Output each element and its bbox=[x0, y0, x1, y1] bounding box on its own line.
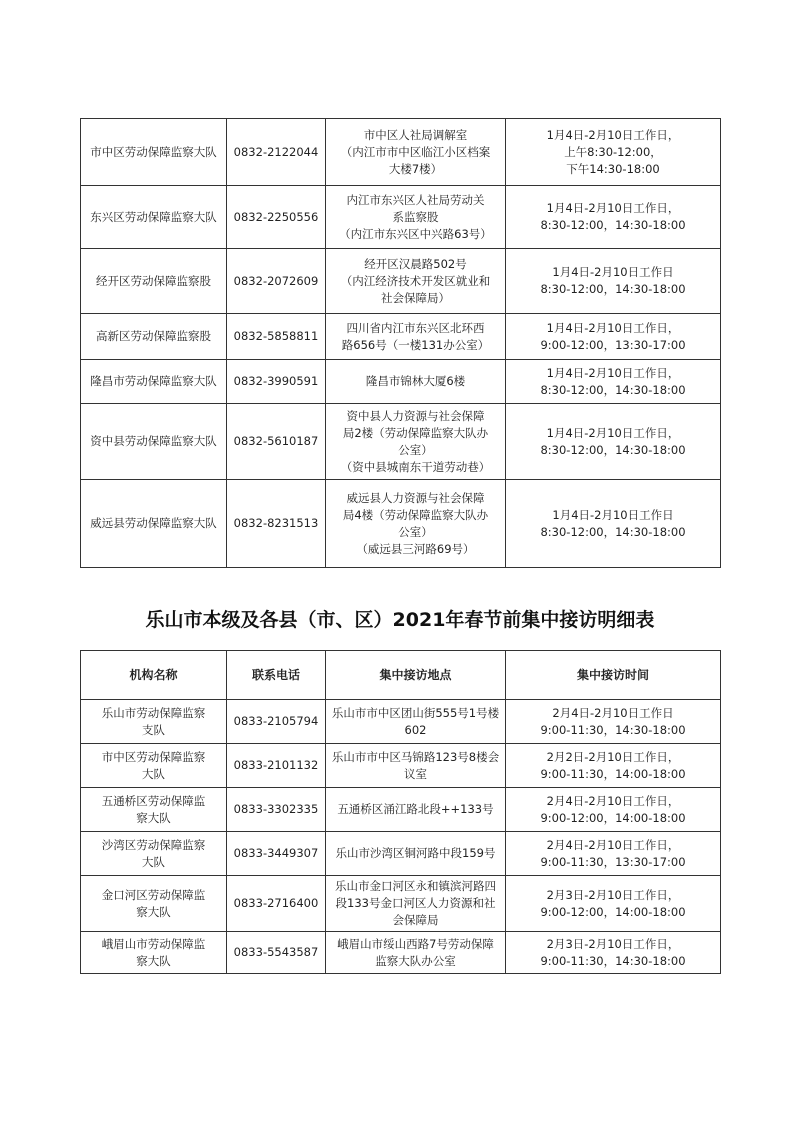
visit-address bbox=[326, 360, 506, 404]
visit-address-line: 四川省内江市东兴区北环西 bbox=[346, 320, 485, 335]
visit-time-line: 1月4日-2月10日工作日 bbox=[552, 507, 674, 522]
table-row bbox=[81, 876, 721, 932]
visit-address-line: 经开区汉晨路502号 bbox=[364, 256, 467, 271]
visit-time-line: 9:00-11:30，13:30-17:00 bbox=[540, 854, 686, 869]
visit-address-line: 602 bbox=[404, 722, 427, 737]
table-row bbox=[81, 314, 721, 360]
visit-address-line: （内江经济技术开发区就业和 bbox=[340, 273, 491, 288]
visit-time-line: 9:00-11:30，14:00-18:00 bbox=[540, 766, 686, 781]
visit-address-line: 公室） bbox=[398, 524, 433, 539]
org-name bbox=[81, 832, 227, 876]
visit-address-line: 隆昌市锦林大厦6楼 bbox=[365, 374, 466, 388]
org-name: 威远县劳动保障监察大队 bbox=[81, 480, 227, 568]
visit-time-line: 8:30-12:00，14:30-18:00 bbox=[540, 382, 686, 397]
phone-number: 0832-2072609 bbox=[227, 249, 326, 314]
org-name-line: 金口河区劳动保障监 bbox=[101, 887, 206, 902]
visit-address-line: 乐山市金口河区永和镇滨河路四 bbox=[335, 879, 496, 893]
visit-address-line: 社会保障局） bbox=[381, 290, 450, 305]
visit-address bbox=[326, 788, 506, 832]
org-name-line: 支队 bbox=[142, 722, 165, 737]
visit-time bbox=[506, 876, 721, 932]
org-name-line: 五通桥区劳动保障监 bbox=[101, 793, 206, 808]
org-name bbox=[81, 788, 227, 832]
visit-address-line: （威远县三河路69号） bbox=[356, 541, 475, 556]
table-row bbox=[81, 249, 721, 314]
table-row bbox=[81, 186, 721, 249]
table-header-row bbox=[81, 651, 721, 700]
visit-address bbox=[326, 186, 506, 249]
org-name bbox=[81, 700, 227, 744]
org-name-line: 大队 bbox=[142, 766, 165, 781]
visit-time-line: 2月4日-2月10日工作日 bbox=[552, 705, 674, 720]
phone-number: 0833-5543587 bbox=[227, 932, 326, 974]
visit-time bbox=[506, 832, 721, 876]
visit-time-line: 下午14:30-18:00 bbox=[566, 161, 660, 176]
table-row bbox=[81, 700, 721, 744]
org-name: 隆昌市劳动保障监察大队 bbox=[81, 360, 227, 404]
visit-address-line: 路656号（一楼131办公室） bbox=[341, 337, 490, 352]
visit-time bbox=[506, 404, 721, 480]
phone-number: 0832-2122044 bbox=[227, 119, 326, 186]
org-name bbox=[81, 932, 227, 974]
visit-time bbox=[506, 360, 721, 404]
org-name-line: 峨眉山市劳动保障监 bbox=[101, 936, 206, 951]
visit-time-line: 1月4日-2月10日工作日， bbox=[546, 320, 680, 335]
visit-address-line: 公室） bbox=[398, 442, 433, 457]
org-name bbox=[81, 744, 227, 788]
table-row bbox=[81, 932, 721, 974]
visit-address-line: 会保障局 bbox=[392, 913, 439, 927]
org-name bbox=[81, 876, 227, 932]
phone-number: 0832-3990591 bbox=[227, 360, 326, 404]
visit-time-line: 1月4日-2月10日工作日， bbox=[546, 127, 680, 142]
header-address: 集中接访地点 bbox=[326, 651, 506, 700]
org-name-line: 察大队 bbox=[136, 953, 171, 968]
visit-address-line: 大楼7楼） bbox=[388, 161, 443, 176]
phone-number: 0832-2250556 bbox=[227, 186, 326, 249]
visit-time-line: 2月3日-2月10日工作日， bbox=[546, 936, 680, 951]
visit-time-line: 8:30-12:00，14:30-18:00 bbox=[540, 218, 686, 232]
visit-address-line: （内江市市中区临江小区档案 bbox=[340, 144, 491, 159]
visit-address bbox=[326, 480, 506, 568]
phone-number: 0832-5610187 bbox=[227, 404, 326, 480]
phone-number: 0833-2716400 bbox=[227, 876, 326, 932]
header-org: 机构名称 bbox=[81, 651, 227, 700]
visit-address bbox=[326, 744, 506, 788]
table-row bbox=[81, 119, 721, 186]
visit-time-line: 2月4日-2月10日工作日， bbox=[546, 793, 680, 808]
visit-time-line: 9:00-12:00，13:30-17:00 bbox=[540, 337, 686, 352]
visit-address-line: 段133号金口河区人力资源和社 bbox=[335, 896, 496, 910]
table-row bbox=[81, 788, 721, 832]
visit-address-line: 资中县人力资源与社会保障 bbox=[346, 408, 485, 423]
org-name: 高新区劳动保障监察股 bbox=[81, 314, 227, 360]
org-name: 市中区劳动保障监察大队 bbox=[81, 119, 227, 186]
visit-time bbox=[506, 186, 721, 249]
phone-number: 0832-8231513 bbox=[227, 480, 326, 568]
org-name-line: 市中区劳动保障监察 bbox=[101, 749, 206, 764]
phone-number: 0833-2105794 bbox=[227, 700, 326, 744]
org-name: 经开区劳动保障监察股 bbox=[81, 249, 227, 314]
section-title: 乐山市本级及各县（市、区）2021年春节前集中接访明细表 bbox=[145, 609, 655, 631]
visit-time bbox=[506, 700, 721, 744]
visit-time-line: 9:00-11:30，14:30-18:00 bbox=[540, 953, 686, 968]
org-name: 资中县劳动保障监察大队 bbox=[81, 404, 227, 480]
visit-time-line: 9:00-12:00，14:00-18:00 bbox=[540, 810, 686, 825]
visit-time bbox=[506, 249, 721, 314]
visit-address-line: 五通桥区涌江路北段++133号 bbox=[337, 802, 494, 816]
phone-number: 0832-5858811 bbox=[227, 314, 326, 360]
org-name: 东兴区劳动保障监察大队 bbox=[81, 186, 227, 249]
visit-time-line: 1月4日-2月10日工作日， bbox=[546, 425, 680, 440]
visit-address bbox=[326, 700, 506, 744]
visit-time-line: 1月4日-2月10日工作日， bbox=[546, 365, 680, 380]
visit-address bbox=[326, 832, 506, 876]
visit-address-line: 乐山市沙湾区铜河路中段159号 bbox=[335, 846, 496, 860]
visit-time-line: 8:30-12:00，14:30-18:00 bbox=[540, 524, 686, 539]
visit-time-line: 2月3日-2月10日工作日， bbox=[546, 887, 680, 902]
visit-address-line: 局4楼（劳动保障监察大队办 bbox=[342, 507, 489, 522]
visit-address-line: 峨眉山市绥山西路7号劳动保障 bbox=[337, 936, 494, 951]
visit-address-line: 局2楼（劳动保障监察大队办 bbox=[342, 425, 489, 440]
visit-address-line: 乐山市市中区马锦路123号8楼会 bbox=[331, 749, 500, 764]
table-row bbox=[81, 744, 721, 788]
visit-time-line: 上午8:30-12:00， bbox=[564, 144, 662, 159]
visit-address-line: 系监察股 bbox=[392, 209, 439, 224]
visit-address-line: 监察大队办公室 bbox=[375, 953, 456, 968]
visit-time bbox=[506, 788, 721, 832]
visit-address bbox=[326, 119, 506, 186]
phone-number: 0833-3302335 bbox=[227, 788, 326, 832]
visit-address-line: 威远县人力资源与社会保障 bbox=[346, 490, 485, 505]
visit-address-line: （内江市东兴区中兴路63号） bbox=[339, 226, 492, 241]
visit-time bbox=[506, 480, 721, 568]
header-phone: 联系电话 bbox=[227, 651, 326, 700]
visit-address-line: 内江市东兴区人社局劳动关 bbox=[346, 192, 485, 207]
visit-address bbox=[326, 932, 506, 974]
visit-address-line: （资中县城南东干道劳动巷） bbox=[340, 459, 491, 474]
visit-time-line: 8:30-12:00，14:30-18:00 bbox=[540, 282, 686, 296]
visit-address bbox=[326, 876, 506, 932]
org-name-line: 察大队 bbox=[136, 904, 171, 919]
visit-address bbox=[326, 249, 506, 314]
visit-address-line: 议室 bbox=[404, 766, 427, 781]
org-name-line: 大队 bbox=[142, 854, 165, 869]
phone-number: 0833-3449307 bbox=[227, 832, 326, 876]
visit-time bbox=[506, 119, 721, 186]
visit-time-line: 8:30-12:00，14:30-18:00 bbox=[540, 442, 686, 457]
visit-time bbox=[506, 744, 721, 788]
visit-address bbox=[326, 404, 506, 480]
org-name-line: 察大队 bbox=[136, 810, 171, 825]
visit-address bbox=[326, 314, 506, 360]
visit-time-line: 2月2日-2月10日工作日， bbox=[546, 749, 680, 764]
visit-time-line: 9:00-12:00，14:00-18:00 bbox=[540, 904, 686, 919]
visit-time-line: 2月4日-2月10日工作日， bbox=[546, 837, 680, 852]
table-row bbox=[81, 404, 721, 480]
visit-address-line: 乐山市市中区团山街555号1号楼 bbox=[331, 705, 500, 720]
phone-number: 0833-2101132 bbox=[227, 744, 326, 788]
visit-time-line: 1月4日-2月10日工作日， bbox=[546, 201, 680, 215]
org-name-line: 乐山市劳动保障监察 bbox=[101, 705, 206, 720]
visit-address-line: 市中区人社局调解室 bbox=[363, 127, 468, 142]
visit-time-line: 9:00-11:30，14:30-18:00 bbox=[540, 722, 686, 737]
table-row bbox=[81, 360, 721, 404]
header-time: 集中接访时间 bbox=[506, 651, 721, 700]
contact-table-leshan bbox=[80, 650, 721, 974]
visit-time bbox=[506, 932, 721, 974]
contact-table-neijiang bbox=[80, 118, 721, 568]
table-row bbox=[81, 480, 721, 568]
table-row bbox=[81, 832, 721, 876]
visit-time bbox=[506, 314, 721, 360]
org-name-line: 沙湾区劳动保障监察 bbox=[101, 837, 206, 852]
visit-time-line: 1月4日-2月10日工作日 bbox=[552, 265, 674, 279]
